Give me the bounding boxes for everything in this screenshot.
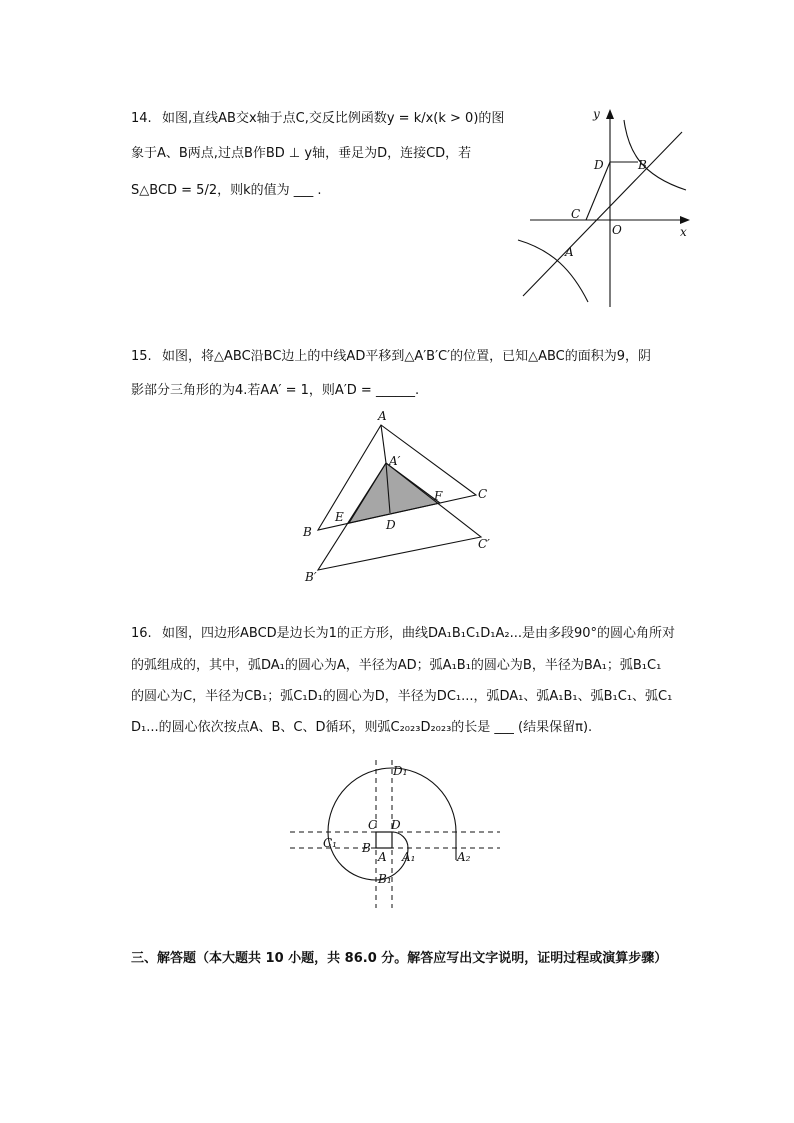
q16-label-d: D [391, 818, 401, 832]
q16-label-a2: A₂ [457, 850, 471, 864]
q14-line-1: 如图,直线AB交x轴于点C,交反比例函数y = k/x(k > 0)的图 [162, 111, 505, 126]
q14-label-b: B [638, 158, 647, 172]
q14-label-y: y [593, 107, 600, 121]
q15-label-c: C [478, 487, 488, 501]
q14-label-a: A [565, 245, 574, 259]
q15-label-b: B [303, 525, 312, 539]
q14-label-c: C [571, 207, 581, 221]
q16-label-c: C [368, 818, 378, 832]
q14-line-3: S△BCD = 5/2，则k的值为 ___ . [131, 183, 322, 198]
q16-line-1: 如图，四边形ABCD是边长为1的正方形，曲线DA₁B₁C₁D₁A₂...是由多段90°的圆心角所对 [162, 626, 676, 641]
q15-label-d: D [386, 518, 396, 532]
q16-label-d1: D₁ [393, 764, 408, 778]
q16-label-c1: C₁ [323, 836, 337, 850]
q14-label-x: x [680, 225, 687, 239]
q15-label-b-prime: B′ [305, 570, 317, 584]
q16-line-2: 的弧组成的，其中，弧DA₁的圆心为A，半径为AD；弧A₁B₁的圆心为B，半径为BA₁；弧B₁C₁ [131, 658, 662, 673]
q16-label-b1: B₁ [378, 872, 392, 886]
q15-line-1: 如图，将△ABC沿BC边上的中线AD平移到△A′B′C′的位置，已知△ABC的面积为9，阴 [162, 349, 651, 364]
q14-label-d: D [594, 158, 604, 172]
q15-number: 15. [131, 349, 152, 364]
q16-line-3: 的圆心为C，半径为CB₁；弧C₁D₁的圆心为D，半径为DC₁...，弧DA₁、弧A₁B₁、弧B₁C₁、弧C₁ [131, 689, 673, 704]
q16-label-a: A [378, 850, 387, 864]
q15-label-c-prime: C′ [478, 537, 490, 551]
q16-label-b: B [362, 841, 371, 855]
q16-number: 16. [131, 626, 152, 641]
q14-label-o: O [612, 223, 622, 237]
q15-label-f: F [434, 489, 443, 503]
section-heading: 三、解答题（本大题共 10 小题，共 86.0 分。解答应写出文字说明，证明过程或演算步骤） [131, 951, 668, 966]
q16-label-a1: A₁ [402, 850, 416, 864]
q14-number: 14. [131, 111, 152, 126]
q15-label-a: A [378, 409, 387, 423]
q15-line-2: 影部分三角形的为4.若AA′ = 1，则A′D = ______. [131, 383, 420, 398]
q15-label-a-prime: A′ [389, 454, 401, 468]
q15-label-e: E [335, 510, 344, 524]
q14-line-2: 象于A、B两点,过点B作BD ⊥ y轴，垂足为D，连接CD，若 [131, 146, 472, 161]
q16-line-4: D₁...的圆心依次按点A、B、C、D循环，则弧C₂₀₂₃D₂₀₂₃的长是 ___ (结果保留π). [131, 720, 593, 735]
